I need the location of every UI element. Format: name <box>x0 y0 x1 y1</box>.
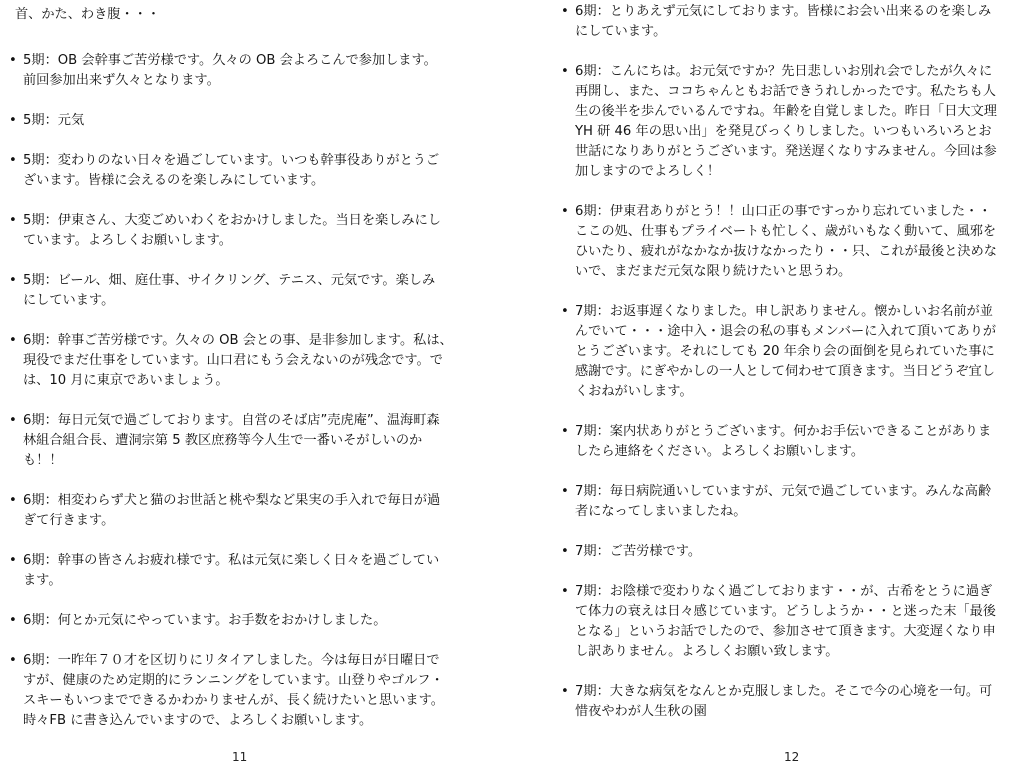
message-item: • 6期：幹事ご苦労様です。久々の OB 会との事、是非参加します。私は、 現役でまだ仕事をしています。山口君にもう会えないのが残念です。で は、10 月に東京であいましょう。 <box>7 331 477 391</box>
message-item: • 7期：お返事遅くなりました。申し訳ありません。懐かしいお名前が並 んでいて・・・途中入・退会の私の事もメンバーに入れて頂いてありが とうございます。それにしても 20 年余り会の面倒を見られていた事に 感謝です。にぎやかしの一人として伺わせて頂きます。当日どうぞ宜し くおねがいします。 <box>559 302 1024 402</box>
message-item: • 7期：お陰様で変わりなく過ごしております・・が、古希をとうに過ぎ て体力の衰えは日々感じています。どうしようか・・と迷った末「最後 となる」というお話でしたので、参加させて頂きます。大変遅くなり申 し訳ありません。よろしくお願い致します。 <box>559 582 1024 662</box>
message-item: • 5期：OB 会幹事ご苦労様です。久々の OB 会よろこんで参加します。 前回参加出来ず久々となります。 <box>7 51 477 91</box>
message-item: • 6期：こんにちは。お元気ですか？先日悲しいお別れ会でしたが久々に 再開し、また、ココちゃんともお話できうれしかったです。私たちも人 生の後半を歩んでいるんですね。年齢を自覚しました。昨日「日大文理 YH 研 46 年の思い出」を発見びっくりしました。いつもいろいろとお 世話になりありがとうございます。発送遅くなりすみません。今回は参 加しますのでよろしく！ <box>559 62 1024 182</box>
message-item: • 6期：毎日元気で過ごしております。自営のそば店”売虎庵”、温海町森 林組合組合長、遭洞宗第 5 教区庶務等今人生で一番いそがしいのか も！！ <box>7 411 477 471</box>
message-item: • 7期：ご苦労様です。 <box>559 542 1024 562</box>
page-number: 12 <box>784 750 800 764</box>
message-item: • 5期：元気 <box>7 111 477 131</box>
message-item: • 6期：相変わらず犬と猫のお世話と桃や梨など果実の手入れで毎日が過 ぎて行きます。 <box>7 491 477 531</box>
left-page <box>7 0 477 751</box>
page-number: 11 <box>232 750 248 764</box>
message-item: • 6期：何とか元気にやっています。お手数をおかけしました。 <box>7 611 477 631</box>
message-item: • 7期：案内状ありがとうございます。何かお手伝いできることがありま したら連絡をください。よろしくお願いします。 <box>559 422 1024 462</box>
message-item: • 6期：とりあえず元気にしております。皆様にお会い出来るのを楽しみ にしています。 <box>559 2 1024 42</box>
message-item: • 6期：幹事の皆さんお疲れ様です。私は元気に楽しく日々を過ごしてい ます。 <box>7 551 477 591</box>
message-list <box>7 51 477 731</box>
message-item: • 5期：変わりのない日々を過ごしています。いつも幹事役ありがとうご ざいます。皆様に会えるのを楽しみにしています。 <box>7 151 477 191</box>
continuation-text: 首、かた、わき腹・・・ <box>15 7 161 22</box>
message-item: • 5期：ビール、畑、庭仕事、サイクリング、テニス、元気です。楽しみ にしています。 <box>7 271 477 311</box>
message-item: • 5期：伊東さん、大変ごめいわくをおかけしました。当日を楽しみにし ています。よろしくお願いします。 <box>7 211 477 251</box>
right-page <box>559 0 1024 742</box>
message-item: • 6期：一昨年７０才を区切りにリタイアしました。今は毎日が日曜日で すが、健康のため定期的にランニングをしています。山登りやゴルフ・ スキーもいつまでできるかわかりませんが、長く続けたいと思います。 時々FB に書き込んでいますので、よろしくお願いします。 <box>7 651 477 731</box>
message-item: • 6期：伊東君ありがとう！！山口正の事ですっかり忘れていました・・ ここの処、仕事もプライベートも忙しく、歳がいもなく動いて、風邪を ひいたり、疲れがなかなか抜けなかったり・・只、これが最後と決めな いで、まだまだ元気な限り続けたいと思うわ。 <box>559 202 1024 282</box>
message-list <box>559 2 1024 722</box>
message-item: • 7期：毎日病院通いしていますが、元気で過ごしています。みんな高齢 者になってしまいましたね。 <box>559 482 1024 522</box>
message-item: • 7期：大きな病気をなんとか克服しました。そこで今の心境を一句。可 惜夜やわが人生秋の園 <box>559 682 1024 722</box>
